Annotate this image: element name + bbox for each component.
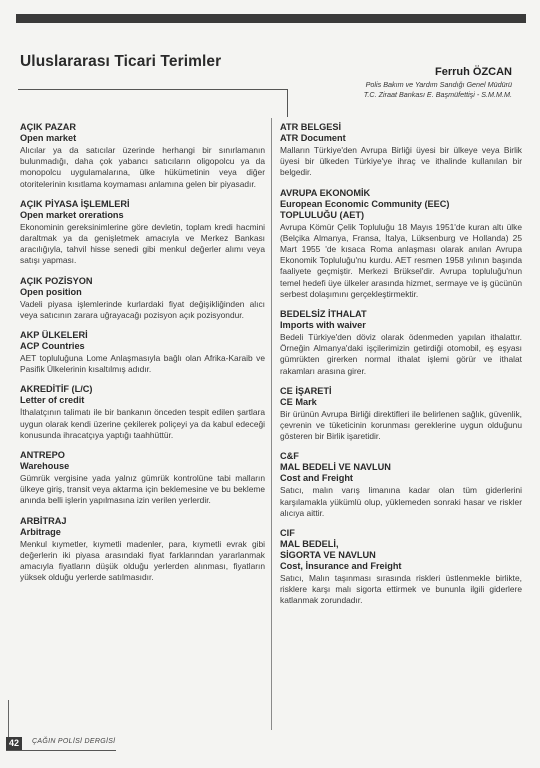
author-title-1: Polis Bakım ve Yardım Sandığı Genel Müdürü [365, 80, 512, 89]
title-rule [18, 89, 288, 90]
entry-text: Satıcı, Malın taşınması sırasında riskleri üstlenmekle birlikte, risklere karşı malı sigorta ettirmek ve bununla ilgili giderlere katlanmak zorundadır. [280, 573, 522, 606]
entry-heading: AVRUPA EKONOMİK [280, 187, 371, 198]
margin-rule [8, 700, 9, 740]
entry-heading: AÇIK PİYASA İŞLEMLERİ [20, 198, 130, 209]
entry-text: Menkul kıymetler, kıymetli madenler, para, kıymetli evrak gibi değerlerin iki piyasa arasındaki fiyat farklarından yararlanmak amacıyla fiyatların düşük olduğu yerlerden alınması, fiyatların yüksek olduğu yerlerde satılmasıdır. [20, 538, 265, 583]
entry-text: AET topluluğuna Lome Anlaşmasıyla bağlı olan Afrika-Karaib ve Pasifik Ülkelerinin kısaltılmış adıdır. [20, 353, 265, 375]
entry-text: Bir ürünün Avrupa Birliği direktifleri ile belirlenen sağlık, güvenlik, çevrenin ve tüketicinin korunması gereklerine uygun olduğunu gösteren bir Birlik işaretidir. [280, 408, 522, 442]
entry-subheading: TOPLULUĞU (AET) [280, 209, 365, 220]
entry-heading: AKREDİTİF (L/C) [20, 384, 93, 395]
entry-subheading: Open market orerations [20, 209, 124, 220]
author-name: Ferruh ÖZCAN [435, 66, 512, 78]
entry-subheading: Open position [20, 286, 82, 297]
entry-subheading: Open market [20, 133, 77, 143]
glossary-entry [20, 276, 265, 321]
entry-heading: CE İŞARETİ [280, 385, 332, 396]
entry-heading: ARBİTRAJ [20, 515, 67, 526]
entry-text: Alıcılar ya da satıcılar üzerinde herhangi bir sınırlamanın bulunmadığı, daha çok yabancı satıcıların oligopolcu ya da monopolcu uygulamalarına, ülke hükümetinin veya diğer otoritelerinin kısıtlama koymaması anlamına gelen bir piyasadır. [20, 145, 265, 189]
glossary-entry [280, 528, 522, 607]
entry-subheading: Cost, İnsurance and Freight [280, 561, 402, 572]
title-rule-tick [287, 89, 288, 117]
entry-subheading: ATR Document [280, 133, 346, 143]
glossary-entry [280, 386, 522, 443]
glossary-entry [20, 450, 265, 507]
entry-subheading: SİGORTA VE NAVLUN [280, 550, 376, 561]
entry-text: Malların Türkiye'den Avrupa Birliği üyesi bir ülkeye veya Birlik üyesi bir ülkeden Türkiye'ye ihraç ve ithalinde kullanılan bir belgedir. [280, 145, 522, 178]
entry-subheading: Letter of credit [20, 395, 85, 406]
magazine-name: ÇAĞIN POLİSİ DERGİSİ [32, 738, 116, 745]
glossary-entry [20, 199, 265, 267]
entry-text: Avrupa Kömür Çelik Topluluğu 18 Mayıs 1951'de kuran altı ülke (Belçika Almanya, Fransa, İtalya, Lüksenburg ve Hollanda) 25 Mart 1955 'de kısaca Roma anlaşması olarak anılan Avrupa Ekonomik Topluluğu'nu kurdu. AET resmen 1958 yılının başında faaliyete geçmiştir. Merkezi Brüksel'dir. Avrupa topluluğu'nun temel hedefi üye ülkeler arasında hizmet, sermaye ve iş gücünün serbest dolaşımını gerçekleştirmektir. [280, 221, 522, 299]
entry-subheading: Cost and Freight [280, 473, 353, 484]
entry-text: İthalatçının talimatı ile bir bankanın önceden tespit edilen şartlara uygun olarak kendi üzerine çekilerek poliçeyi ya da kabul edeceği konusunda ihracatçıya yaptığı taahhüttür. [20, 407, 265, 440]
entry-text: Gümrük vergisine yada yalnız gümrük kontrolüne tabi malların ülkeye giriş, transit veya aktarma için beklemesine ve bu bekleme anında belli işlerin yapılmasına izin verilen yerlerdir. [20, 473, 265, 506]
page-number: 42 [6, 737, 22, 750]
entry-subheading: ACP Countries [20, 341, 85, 352]
glossary-entry [280, 309, 522, 377]
entry-heading: ATR BELGESİ [280, 122, 342, 132]
glossary-entry [20, 122, 265, 190]
entry-heading: BEDELSİZ İTHALAT [280, 309, 367, 320]
author-title-2: T.C. Ziraat Bankası E. Başmüfettişi - S.M.M.M. [363, 89, 512, 99]
entry-heading: CIF [280, 528, 295, 539]
top-bar [16, 14, 526, 23]
author-block [364, 66, 512, 99]
entry-heading: C&F [280, 451, 299, 462]
entry-subheading: European Economic Community (EEC) [280, 198, 450, 209]
entry-subheading: Imports with waiver [280, 320, 366, 331]
entry-heading: ANTREPO [20, 450, 65, 461]
glossary-entry [280, 122, 522, 179]
glossary-entry [20, 516, 265, 584]
glossary-entry [20, 330, 265, 375]
entry-text: Bedeli Türkiye'den döviz olarak ödenmeden yapılan ithalattır. Örneğin Almanya'daki işçilerimizin getirdiği otomobil, eş eşyası gümrükten girerken normal ithalat işlemi görür ve ithalat rakamları arasına girer. [280, 332, 522, 376]
entry-subheading: Warehouse [20, 461, 70, 472]
entry-text: Satıcı, malın varış limanına kadar olan tüm giderlerini karşılamakla yükümlü olup, yüklemeden sonraki hasar ve riskler alıcıya aittir. [280, 485, 522, 518]
glossary-entry [280, 188, 522, 300]
entry-heading: AKP ÜLKELERİ [20, 330, 88, 341]
page-footer [0, 737, 540, 751]
entry-subheading: CE Mark [280, 396, 317, 407]
entry-heading: AÇIK PAZAR [20, 122, 76, 132]
entry-subheading: MAL BEDELİ VE NAVLUN [280, 462, 391, 473]
entry-subheading: MAL BEDELİ, [280, 539, 339, 550]
entry-subheading: Arbitrage [20, 526, 61, 537]
entry-heading: AÇIK POZİSYON [20, 275, 93, 286]
column-divider [271, 118, 272, 730]
left-column [20, 122, 265, 592]
page-title: Uluslararası Ticari Terimler [20, 53, 222, 70]
entry-text: Vadeli piyasa işlemlerinde kurlardaki fiyat değişikliğinden alıcı veya satıcının zarara uğrayacağı pozisyon açık pozisyondur. [20, 298, 265, 320]
glossary-entry [280, 451, 522, 519]
right-column [280, 122, 522, 616]
footer-rule [6, 750, 116, 751]
glossary-entry [20, 384, 265, 441]
entry-text: Ekonominin gereksinimlerine göre devletin, toplam kredi hacmini daraltmak ya da genişletmek amacıyla ve Merkez Bankası aracılığıyla, tahvil hisse senedi gibi menkul değerler alımı veya satışı yapması. [20, 221, 265, 266]
